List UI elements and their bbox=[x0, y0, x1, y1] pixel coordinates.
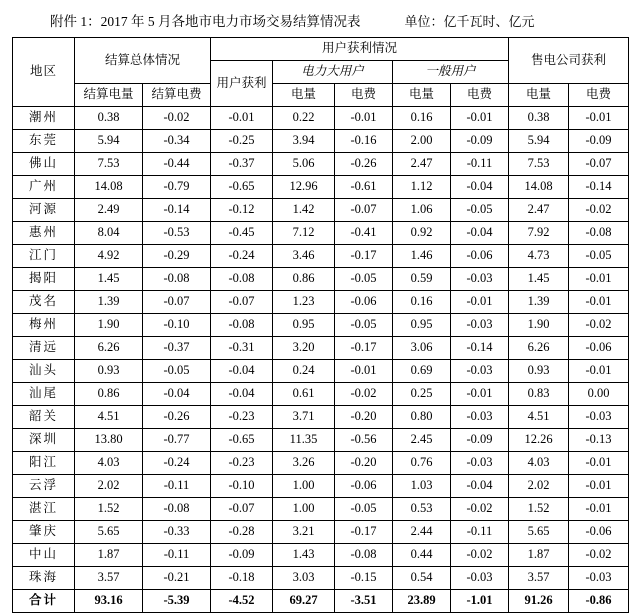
cell-overall-qty: 13.80 bbox=[75, 429, 143, 452]
caption-title: 附件 1：2017 年 5 月各地市电力市场交易结算情况表 bbox=[50, 14, 361, 29]
cell-overall-qty: 5.94 bbox=[75, 130, 143, 153]
cell-general-user-fee: -0.03 bbox=[451, 314, 509, 337]
cell-retail-qty: 0.93 bbox=[509, 360, 569, 383]
cell-general-user-fee: -0.01 bbox=[451, 107, 509, 130]
cell-user-profit: -0.10 bbox=[211, 475, 273, 498]
cell-general-user-qty: 0.53 bbox=[393, 498, 451, 521]
total-overall-fee: -5.39 bbox=[143, 590, 211, 613]
cell-overall-fee: -0.11 bbox=[143, 544, 211, 567]
cell-power-user-fee: -0.06 bbox=[335, 291, 393, 314]
cell-overall-fee: -0.10 bbox=[143, 314, 211, 337]
cell-general-user-fee: -0.02 bbox=[451, 544, 509, 567]
col-header-user-profit: 用户获利 bbox=[211, 61, 273, 107]
cell-power-user-qty: 0.86 bbox=[273, 268, 335, 291]
cell-general-user-fee: -0.11 bbox=[451, 153, 509, 176]
table-row bbox=[13, 452, 629, 475]
cell-user-profit: -0.01 bbox=[211, 107, 273, 130]
cell-user-profit: -0.65 bbox=[211, 429, 273, 452]
cell-retail-fee: -0.01 bbox=[569, 360, 629, 383]
cell-power-user-fee: -0.05 bbox=[335, 498, 393, 521]
cell-retail-fee: -0.09 bbox=[569, 130, 629, 153]
cell-general-user-qty: 1.06 bbox=[393, 199, 451, 222]
cell-power-user-fee: -0.17 bbox=[335, 245, 393, 268]
cell-overall-fee: -0.05 bbox=[143, 360, 211, 383]
cell-power-user-fee: -0.15 bbox=[335, 567, 393, 590]
cell-retail-fee: -0.01 bbox=[569, 452, 629, 475]
cell-general-user-fee: -0.04 bbox=[451, 176, 509, 199]
cell-general-user-qty: 0.54 bbox=[393, 567, 451, 590]
total-power-user-fee: -3.51 bbox=[335, 590, 393, 613]
col-header-overall: 结算总体情况 bbox=[75, 38, 211, 84]
cell-overall-qty: 8.04 bbox=[75, 222, 143, 245]
cell-overall-qty: 1.90 bbox=[75, 314, 143, 337]
table-row bbox=[13, 567, 629, 590]
table-row bbox=[13, 337, 629, 360]
total-user-profit: -4.52 bbox=[211, 590, 273, 613]
cell-retail-fee: -0.05 bbox=[569, 245, 629, 268]
cell-retail-fee: -0.02 bbox=[569, 199, 629, 222]
cell-retail-fee: -0.14 bbox=[569, 176, 629, 199]
cell-retail-qty: 1.90 bbox=[509, 314, 569, 337]
cell-general-user-qty: 1.46 bbox=[393, 245, 451, 268]
cell-user-profit: -0.18 bbox=[211, 567, 273, 590]
cell-power-user-qty: 1.00 bbox=[273, 475, 335, 498]
header-row-1 bbox=[13, 38, 629, 61]
cell-general-user-fee: -0.05 bbox=[451, 199, 509, 222]
cell-retail-fee: -0.06 bbox=[569, 337, 629, 360]
cell-general-user-qty: 3.06 bbox=[393, 337, 451, 360]
cell-general-user-qty: 0.25 bbox=[393, 383, 451, 406]
cell-retail-fee: -0.03 bbox=[569, 567, 629, 590]
cell-power-user-qty: 1.43 bbox=[273, 544, 335, 567]
cell-user-profit: -0.37 bbox=[211, 153, 273, 176]
row-region: 江门 bbox=[13, 245, 75, 268]
cell-user-profit: -0.04 bbox=[211, 360, 273, 383]
row-region: 汕头 bbox=[13, 360, 75, 383]
cell-user-profit: -0.12 bbox=[211, 199, 273, 222]
cell-general-user-fee: -0.01 bbox=[451, 291, 509, 314]
cell-retail-fee: -0.01 bbox=[569, 268, 629, 291]
cell-retail-qty: 4.51 bbox=[509, 406, 569, 429]
col-header-region: 地区 bbox=[13, 38, 75, 107]
cell-overall-qty: 1.87 bbox=[75, 544, 143, 567]
cell-power-user-fee: -0.06 bbox=[335, 475, 393, 498]
cell-overall-qty: 0.86 bbox=[75, 383, 143, 406]
table-row bbox=[13, 544, 629, 567]
cell-general-user-qty: 1.12 bbox=[393, 176, 451, 199]
cell-power-user-fee: -0.01 bbox=[335, 360, 393, 383]
row-region: 惠州 bbox=[13, 222, 75, 245]
cell-power-user-fee: -0.56 bbox=[335, 429, 393, 452]
cell-user-profit: -0.23 bbox=[211, 406, 273, 429]
cell-overall-fee: -0.07 bbox=[143, 291, 211, 314]
cell-overall-fee: -0.21 bbox=[143, 567, 211, 590]
cell-retail-qty: 1.39 bbox=[509, 291, 569, 314]
col-header-power-user: 电力大用户 bbox=[273, 61, 393, 84]
table-row bbox=[13, 360, 629, 383]
cell-power-user-qty: 3.26 bbox=[273, 452, 335, 475]
col-header-general-user: 一般用户 bbox=[393, 61, 509, 84]
cell-power-user-qty: 0.24 bbox=[273, 360, 335, 383]
cell-overall-fee: -0.37 bbox=[143, 337, 211, 360]
cell-general-user-fee: -0.09 bbox=[451, 130, 509, 153]
table-row bbox=[13, 130, 629, 153]
cell-general-user-fee: -0.04 bbox=[451, 222, 509, 245]
row-region: 东莞 bbox=[13, 130, 75, 153]
table-row bbox=[13, 498, 629, 521]
cell-power-user-fee: -0.17 bbox=[335, 521, 393, 544]
col-header-retail-fee: 电费 bbox=[569, 84, 629, 107]
cell-general-user-qty: 2.00 bbox=[393, 130, 451, 153]
cell-overall-fee: -0.34 bbox=[143, 130, 211, 153]
cell-overall-fee: -0.77 bbox=[143, 429, 211, 452]
table-caption bbox=[12, 10, 628, 30]
row-region: 肇庆 bbox=[13, 521, 75, 544]
cell-overall-fee: -0.08 bbox=[143, 498, 211, 521]
cell-overall-fee: -0.79 bbox=[143, 176, 211, 199]
cell-retail-qty: 1.52 bbox=[509, 498, 569, 521]
cell-general-user-qty: 0.59 bbox=[393, 268, 451, 291]
cell-power-user-qty: 1.00 bbox=[273, 498, 335, 521]
cell-power-user-qty: 3.94 bbox=[273, 130, 335, 153]
cell-retail-fee: -0.08 bbox=[569, 222, 629, 245]
cell-retail-fee: -0.06 bbox=[569, 521, 629, 544]
cell-power-user-fee: -0.05 bbox=[335, 314, 393, 337]
cell-power-user-fee: -0.16 bbox=[335, 130, 393, 153]
cell-overall-fee: -0.04 bbox=[143, 383, 211, 406]
total-retail-fee: -0.86 bbox=[569, 590, 629, 613]
cell-general-user-fee: -0.14 bbox=[451, 337, 509, 360]
table-row bbox=[13, 314, 629, 337]
table-row bbox=[13, 475, 629, 498]
settlement-table bbox=[12, 37, 629, 613]
col-header-general-user-fee: 电费 bbox=[451, 84, 509, 107]
cell-overall-qty: 5.65 bbox=[75, 521, 143, 544]
cell-retail-qty: 1.87 bbox=[509, 544, 569, 567]
cell-power-user-fee: -0.20 bbox=[335, 452, 393, 475]
cell-general-user-fee: -0.04 bbox=[451, 475, 509, 498]
col-header-power-user-fee: 电费 bbox=[335, 84, 393, 107]
cell-retail-qty: 12.26 bbox=[509, 429, 569, 452]
row-region: 韶关 bbox=[13, 406, 75, 429]
cell-power-user-fee: -0.41 bbox=[335, 222, 393, 245]
cell-retail-fee: 0.00 bbox=[569, 383, 629, 406]
cell-power-user-qty: 3.21 bbox=[273, 521, 335, 544]
cell-user-profit: -0.08 bbox=[211, 268, 273, 291]
cell-user-profit: -0.08 bbox=[211, 314, 273, 337]
cell-general-user-qty: 0.44 bbox=[393, 544, 451, 567]
cell-general-user-fee: -0.02 bbox=[451, 498, 509, 521]
cell-user-profit: -0.04 bbox=[211, 383, 273, 406]
cell-general-user-qty: 0.69 bbox=[393, 360, 451, 383]
cell-power-user-fee: -0.07 bbox=[335, 199, 393, 222]
cell-power-user-fee: -0.20 bbox=[335, 406, 393, 429]
cell-general-user-fee: -0.06 bbox=[451, 245, 509, 268]
cell-overall-qty: 2.49 bbox=[75, 199, 143, 222]
cell-retail-qty: 3.57 bbox=[509, 567, 569, 590]
table-row bbox=[13, 153, 629, 176]
cell-user-profit: -0.28 bbox=[211, 521, 273, 544]
row-region: 阳江 bbox=[13, 452, 75, 475]
cell-general-user-qty: 0.80 bbox=[393, 406, 451, 429]
cell-overall-fee: -0.33 bbox=[143, 521, 211, 544]
cell-user-profit: -0.31 bbox=[211, 337, 273, 360]
row-region: 中山 bbox=[13, 544, 75, 567]
cell-power-user-qty: 3.03 bbox=[273, 567, 335, 590]
total-power-user-qty: 69.27 bbox=[273, 590, 335, 613]
cell-power-user-qty: 3.71 bbox=[273, 406, 335, 429]
cell-overall-qty: 4.03 bbox=[75, 452, 143, 475]
table-row bbox=[13, 383, 629, 406]
cell-general-user-fee: -0.03 bbox=[451, 268, 509, 291]
table-total-row bbox=[13, 590, 629, 613]
cell-overall-qty: 4.51 bbox=[75, 406, 143, 429]
cell-overall-qty: 4.92 bbox=[75, 245, 143, 268]
total-general-user-qty: 23.89 bbox=[393, 590, 451, 613]
col-header-retail-profit: 售电公司获利 bbox=[509, 38, 629, 84]
cell-power-user-fee: -0.08 bbox=[335, 544, 393, 567]
row-region: 茂名 bbox=[13, 291, 75, 314]
cell-power-user-qty: 1.42 bbox=[273, 199, 335, 222]
cell-general-user-fee: -0.03 bbox=[451, 406, 509, 429]
col-header-general-user-qty: 电量 bbox=[393, 84, 451, 107]
row-region: 云浮 bbox=[13, 475, 75, 498]
cell-user-profit: -0.07 bbox=[211, 291, 273, 314]
cell-general-user-qty: 2.47 bbox=[393, 153, 451, 176]
table-row bbox=[13, 406, 629, 429]
cell-power-user-qty: 3.46 bbox=[273, 245, 335, 268]
row-region: 河源 bbox=[13, 199, 75, 222]
total-retail-qty: 91.26 bbox=[509, 590, 569, 613]
cell-user-profit: -0.23 bbox=[211, 452, 273, 475]
cell-power-user-fee: -0.17 bbox=[335, 337, 393, 360]
cell-user-profit: -0.07 bbox=[211, 498, 273, 521]
cell-overall-fee: -0.44 bbox=[143, 153, 211, 176]
cell-general-user-fee: -0.03 bbox=[451, 567, 509, 590]
cell-general-user-qty: 0.16 bbox=[393, 107, 451, 130]
total-overall-qty: 93.16 bbox=[75, 590, 143, 613]
cell-overall-qty: 2.02 bbox=[75, 475, 143, 498]
row-region: 深圳 bbox=[13, 429, 75, 452]
cell-general-user-qty: 2.44 bbox=[393, 521, 451, 544]
cell-general-user-fee: -0.11 bbox=[451, 521, 509, 544]
col-header-overall-qty: 结算电量 bbox=[75, 84, 143, 107]
cell-power-user-fee: -0.05 bbox=[335, 268, 393, 291]
cell-overall-fee: -0.24 bbox=[143, 452, 211, 475]
cell-general-user-qty: 0.92 bbox=[393, 222, 451, 245]
row-region: 汕尾 bbox=[13, 383, 75, 406]
cell-user-profit: -0.25 bbox=[211, 130, 273, 153]
row-region: 湛江 bbox=[13, 498, 75, 521]
cell-power-user-qty: 7.12 bbox=[273, 222, 335, 245]
cell-retail-fee: -0.03 bbox=[569, 406, 629, 429]
cell-retail-fee: -0.01 bbox=[569, 475, 629, 498]
table-row bbox=[13, 107, 629, 130]
cell-retail-qty: 7.92 bbox=[509, 222, 569, 245]
cell-retail-qty: 1.45 bbox=[509, 268, 569, 291]
row-region: 潮州 bbox=[13, 107, 75, 130]
cell-retail-qty: 2.02 bbox=[509, 475, 569, 498]
cell-overall-qty: 14.08 bbox=[75, 176, 143, 199]
cell-power-user-qty: 0.22 bbox=[273, 107, 335, 130]
total-general-user-fee: -1.01 bbox=[451, 590, 509, 613]
table-row bbox=[13, 199, 629, 222]
cell-retail-qty: 0.38 bbox=[509, 107, 569, 130]
cell-general-user-qty: 0.16 bbox=[393, 291, 451, 314]
cell-overall-fee: -0.02 bbox=[143, 107, 211, 130]
cell-overall-qty: 1.39 bbox=[75, 291, 143, 314]
cell-user-profit: -0.24 bbox=[211, 245, 273, 268]
cell-general-user-qty: 0.76 bbox=[393, 452, 451, 475]
table-head bbox=[13, 38, 629, 107]
row-region: 揭阳 bbox=[13, 268, 75, 291]
cell-user-profit: -0.45 bbox=[211, 222, 273, 245]
cell-power-user-qty: 0.61 bbox=[273, 383, 335, 406]
table-row bbox=[13, 268, 629, 291]
caption-unit: 单位：亿千瓦时、亿元 bbox=[404, 14, 535, 29]
cell-power-user-fee: -0.26 bbox=[335, 153, 393, 176]
cell-general-user-fee: -0.01 bbox=[451, 383, 509, 406]
col-header-overall-fee: 结算电费 bbox=[143, 84, 211, 107]
cell-overall-qty: 7.53 bbox=[75, 153, 143, 176]
table-row bbox=[13, 176, 629, 199]
cell-overall-qty: 0.38 bbox=[75, 107, 143, 130]
cell-retail-fee: -0.02 bbox=[569, 314, 629, 337]
cell-power-user-qty: 5.06 bbox=[273, 153, 335, 176]
cell-overall-fee: -0.29 bbox=[143, 245, 211, 268]
cell-power-user-qty: 11.35 bbox=[273, 429, 335, 452]
cell-overall-qty: 0.93 bbox=[75, 360, 143, 383]
cell-retail-fee: -0.01 bbox=[569, 291, 629, 314]
table-body bbox=[13, 107, 629, 613]
cell-overall-fee: -0.14 bbox=[143, 199, 211, 222]
cell-general-user-fee: -0.03 bbox=[451, 360, 509, 383]
cell-overall-qty: 1.45 bbox=[75, 268, 143, 291]
row-region: 梅州 bbox=[13, 314, 75, 337]
cell-retail-qty: 0.83 bbox=[509, 383, 569, 406]
cell-power-user-fee: -0.61 bbox=[335, 176, 393, 199]
cell-retail-qty: 2.47 bbox=[509, 199, 569, 222]
cell-general-user-qty: 1.03 bbox=[393, 475, 451, 498]
col-header-retail-qty: 电量 bbox=[509, 84, 569, 107]
cell-retail-fee: -0.13 bbox=[569, 429, 629, 452]
cell-power-user-fee: -0.01 bbox=[335, 107, 393, 130]
cell-general-user-fee: -0.09 bbox=[451, 429, 509, 452]
row-region: 珠海 bbox=[13, 567, 75, 590]
row-region-total: 合计 bbox=[13, 590, 75, 613]
cell-overall-qty: 3.57 bbox=[75, 567, 143, 590]
cell-retail-fee: -0.02 bbox=[569, 544, 629, 567]
cell-overall-fee: -0.11 bbox=[143, 475, 211, 498]
col-header-user-profit-group: 用户获利情况 bbox=[211, 38, 509, 61]
cell-user-profit: -0.09 bbox=[211, 544, 273, 567]
row-region: 佛山 bbox=[13, 153, 75, 176]
cell-power-user-qty: 12.96 bbox=[273, 176, 335, 199]
cell-power-user-qty: 1.23 bbox=[273, 291, 335, 314]
cell-retail-qty: 4.03 bbox=[509, 452, 569, 475]
cell-overall-qty: 6.26 bbox=[75, 337, 143, 360]
cell-power-user-qty: 0.95 bbox=[273, 314, 335, 337]
cell-general-user-fee: -0.03 bbox=[451, 452, 509, 475]
table-row bbox=[13, 245, 629, 268]
cell-overall-qty: 1.52 bbox=[75, 498, 143, 521]
cell-overall-fee: -0.08 bbox=[143, 268, 211, 291]
table-row bbox=[13, 222, 629, 245]
cell-retail-qty: 5.65 bbox=[509, 521, 569, 544]
cell-retail-fee: -0.01 bbox=[569, 498, 629, 521]
cell-overall-fee: -0.53 bbox=[143, 222, 211, 245]
col-header-power-user-qty: 电量 bbox=[273, 84, 335, 107]
cell-retail-qty: 7.53 bbox=[509, 153, 569, 176]
cell-power-user-fee: -0.02 bbox=[335, 383, 393, 406]
row-region: 清远 bbox=[13, 337, 75, 360]
cell-retail-qty: 4.73 bbox=[509, 245, 569, 268]
cell-retail-qty: 5.94 bbox=[509, 130, 569, 153]
cell-retail-fee: -0.07 bbox=[569, 153, 629, 176]
cell-power-user-qty: 3.20 bbox=[273, 337, 335, 360]
table-row bbox=[13, 521, 629, 544]
row-region: 广州 bbox=[13, 176, 75, 199]
cell-retail-qty: 6.26 bbox=[509, 337, 569, 360]
header-row-3 bbox=[13, 84, 629, 107]
table-row bbox=[13, 429, 629, 452]
cell-general-user-qty: 0.95 bbox=[393, 314, 451, 337]
cell-retail-qty: 14.08 bbox=[509, 176, 569, 199]
table-row bbox=[13, 291, 629, 314]
cell-general-user-qty: 2.45 bbox=[393, 429, 451, 452]
cell-retail-fee: -0.01 bbox=[569, 107, 629, 130]
cell-overall-fee: -0.26 bbox=[143, 406, 211, 429]
cell-user-profit: -0.65 bbox=[211, 176, 273, 199]
